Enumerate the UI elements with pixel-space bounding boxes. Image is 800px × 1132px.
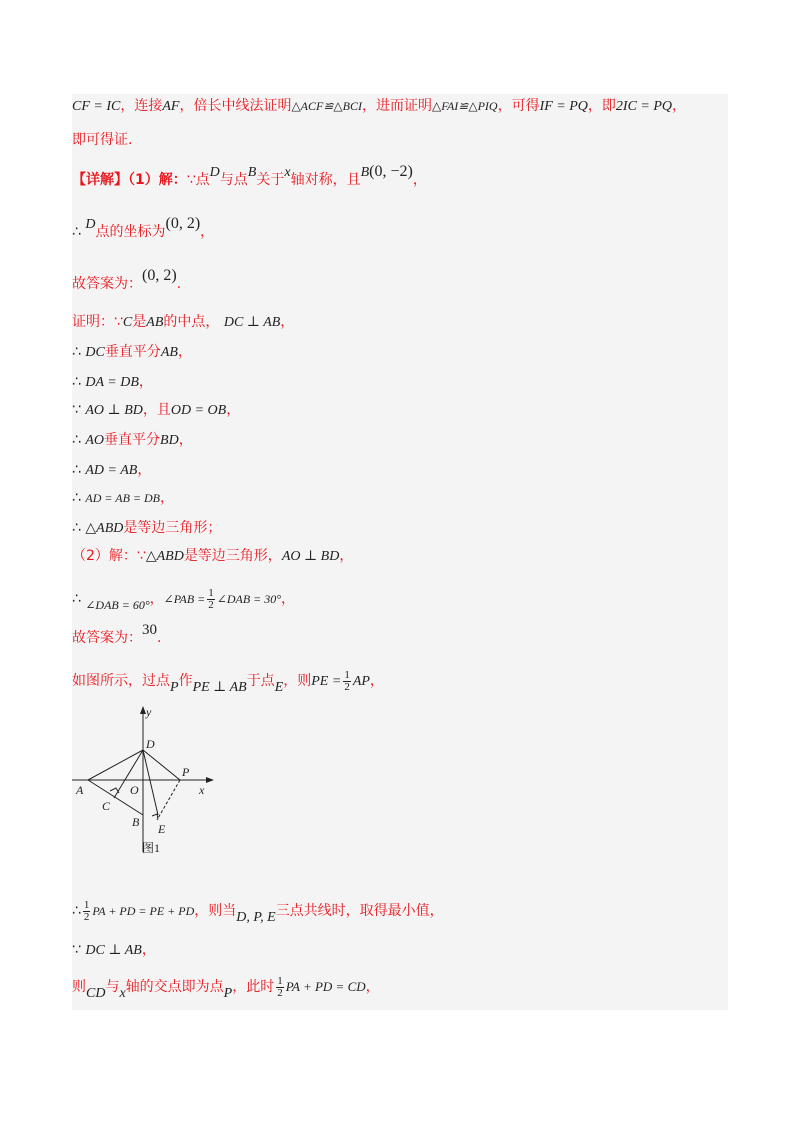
math: DC ⊥ AB (85, 943, 142, 958)
denominator: 2 (344, 680, 350, 693)
text: ，则当 (194, 903, 237, 919)
math: AO ⊥ BD (85, 403, 143, 418)
text: 与 (105, 979, 120, 995)
line-4 (72, 215, 215, 243)
math: B (360, 165, 370, 180)
label-O: O (130, 783, 139, 797)
math: D, P, E (236, 910, 276, 925)
math: 30 (142, 622, 157, 638)
math: AD = AB = DB (85, 491, 161, 505)
line-5 (72, 267, 182, 294)
x-axis-arrow (206, 777, 214, 783)
math: PE ⊥ AB (192, 680, 247, 695)
math: D (85, 217, 96, 232)
geometry-figure (72, 702, 232, 862)
numerator: 1 (83, 898, 90, 911)
math: AB (146, 315, 164, 330)
text: 如图所示，过点 (72, 673, 170, 689)
segment-PE-dashed (157, 780, 180, 820)
math: OD = OB (170, 403, 227, 418)
numerator: 1 (344, 668, 350, 681)
math: AP (352, 674, 370, 689)
math: E (274, 680, 284, 695)
text: ， (200, 224, 215, 240)
text: 与点 (219, 172, 248, 188)
math: AO (85, 433, 105, 448)
text: 轴对称，且 (290, 172, 361, 188)
text: ， (412, 172, 427, 188)
text: ， (141, 942, 156, 958)
math: AO ⊥ BD (281, 549, 340, 564)
math: IF = PQ (539, 99, 588, 114)
math: P (170, 680, 179, 695)
math: ∠DAB = 60° (85, 598, 150, 612)
text: ， (280, 314, 295, 330)
fraction-one-half (83, 900, 91, 923)
text: 则 (72, 979, 86, 995)
text: ，此时 (232, 979, 275, 995)
math: PE = (311, 674, 342, 689)
line-8 (72, 372, 153, 393)
therefore-symbol: ∴ (72, 374, 81, 390)
line-6 (72, 312, 294, 333)
label-B: B (132, 815, 140, 829)
denominator: 2 (208, 598, 214, 611)
line-19 (72, 940, 156, 961)
math: ∠DAB = 30° (216, 592, 282, 606)
therefore-symbol: ∴ (72, 432, 81, 448)
text: （2）解：∵ (72, 548, 146, 564)
denominator: 2 (83, 910, 90, 923)
math: x (119, 986, 126, 1001)
label-P: P (182, 765, 190, 779)
math: △ABD (85, 521, 124, 536)
segment-AD (88, 750, 143, 780)
line-13 (72, 518, 221, 539)
text: ，进而证明 (361, 98, 432, 114)
therefore-symbol: ∴ (72, 490, 81, 506)
label-E: E (158, 822, 166, 836)
text: 是等边三角形； (123, 520, 222, 536)
line-9 (72, 400, 240, 421)
text: ， (281, 591, 296, 607)
label-A: A (76, 783, 84, 797)
answer-heading: 【详解】（1）解： (72, 172, 187, 188)
label-x: x (199, 783, 205, 797)
line-17 (72, 666, 384, 697)
math: AF (162, 99, 180, 114)
therefore-symbol: ∴ (72, 591, 81, 607)
figure-caption: 图1 (142, 841, 161, 855)
math: △FAI≌△PIQ (431, 99, 498, 113)
text: 关于 (256, 172, 285, 188)
line-1 (72, 96, 686, 117)
line-18 (72, 896, 444, 927)
text: . (176, 276, 182, 292)
label-y: y (146, 705, 152, 719)
text: ，即 (587, 98, 616, 114)
text: 轴的交点即为点 (125, 979, 224, 995)
text: ， (149, 591, 164, 607)
text: 的中点， (163, 314, 220, 330)
fraction-one-half (276, 976, 284, 999)
math: AD = AB (85, 463, 138, 478)
text: ， (365, 979, 380, 995)
math: CD (86, 986, 106, 1001)
math: PA + PD = CD (285, 979, 366, 994)
text: ， (160, 490, 175, 506)
text: ， (369, 673, 384, 689)
math: P (223, 986, 233, 1001)
fraction-one-half (207, 588, 215, 611)
line-14 (72, 546, 353, 567)
text: 垂直平分 (104, 432, 161, 448)
math: DC ⊥ AB (223, 315, 281, 330)
text: 垂直平分 (104, 344, 161, 360)
text: ，且 (142, 402, 171, 418)
right-angle-mark-E (152, 814, 158, 819)
text: ∵点 (186, 172, 210, 188)
therefore-symbol: ∴ (72, 224, 81, 240)
denominator: 2 (277, 986, 283, 999)
line-12 (72, 488, 174, 508)
text: 是等边三角形， (183, 548, 282, 564)
numerator: 1 (208, 586, 214, 599)
text: 故答案为： (72, 276, 142, 292)
text: ，倍长中线法证明 (179, 98, 292, 114)
text: 故答案为： (72, 630, 142, 646)
line-15 (72, 584, 295, 614)
text: ，可得 (497, 98, 540, 114)
math: PA + PD = PE + PD (92, 904, 195, 918)
math: AB (160, 345, 178, 360)
line-7 (72, 342, 192, 363)
text: 三点共线时，取得最小值， (275, 903, 444, 919)
therefore-symbol: ∴ (72, 462, 81, 478)
math: DC (85, 345, 105, 360)
math: (0, 2) (165, 215, 201, 232)
text: 证明：∵ (72, 314, 123, 330)
therefore-symbol: ∴ (72, 520, 81, 536)
text: ，连接 (120, 98, 163, 114)
math: 2IC = PQ (615, 99, 673, 114)
line-3 (72, 163, 427, 191)
text: . (157, 630, 162, 646)
fraction-one-half (343, 670, 351, 693)
label-D: D (146, 737, 155, 751)
text: ， (137, 462, 152, 478)
line-10 (72, 430, 193, 451)
text: ， (138, 374, 153, 390)
math: C (122, 315, 133, 330)
text: ， (226, 402, 241, 418)
line-11 (72, 460, 151, 481)
because-symbol: ∵ (72, 402, 81, 418)
label-C: C (102, 799, 111, 813)
math: (0, −2) (369, 163, 413, 180)
math: △ABD (145, 549, 184, 564)
therefore-symbol: ∴ (72, 903, 81, 919)
text: 是 (132, 314, 147, 330)
therefore-symbol: ∴ (72, 344, 81, 360)
text: ， (177, 344, 192, 360)
text: ，则 (283, 673, 312, 689)
math: DA = DB (85, 375, 139, 390)
line-2 (72, 130, 132, 150)
math: △ACF≌△BCI (291, 99, 362, 113)
text: ， (672, 98, 687, 114)
line-20 (72, 972, 380, 1003)
math: (0, 2) (142, 267, 177, 284)
math: D (209, 165, 220, 180)
math: BD (160, 433, 179, 448)
text: 于点 (246, 673, 275, 689)
math: CF = IC (72, 99, 121, 114)
numerator: 1 (277, 974, 283, 987)
line-16 (72, 622, 162, 648)
math: B (247, 165, 257, 180)
text: 点的坐标为 (95, 224, 166, 240)
math: ∠PAB = (163, 592, 206, 606)
text: 作 (178, 673, 193, 689)
text: 即可得证. (72, 132, 133, 148)
text: ， (178, 432, 193, 448)
text: ， (339, 548, 354, 564)
math: x (284, 165, 291, 180)
because-symbol: ∵ (72, 942, 81, 958)
